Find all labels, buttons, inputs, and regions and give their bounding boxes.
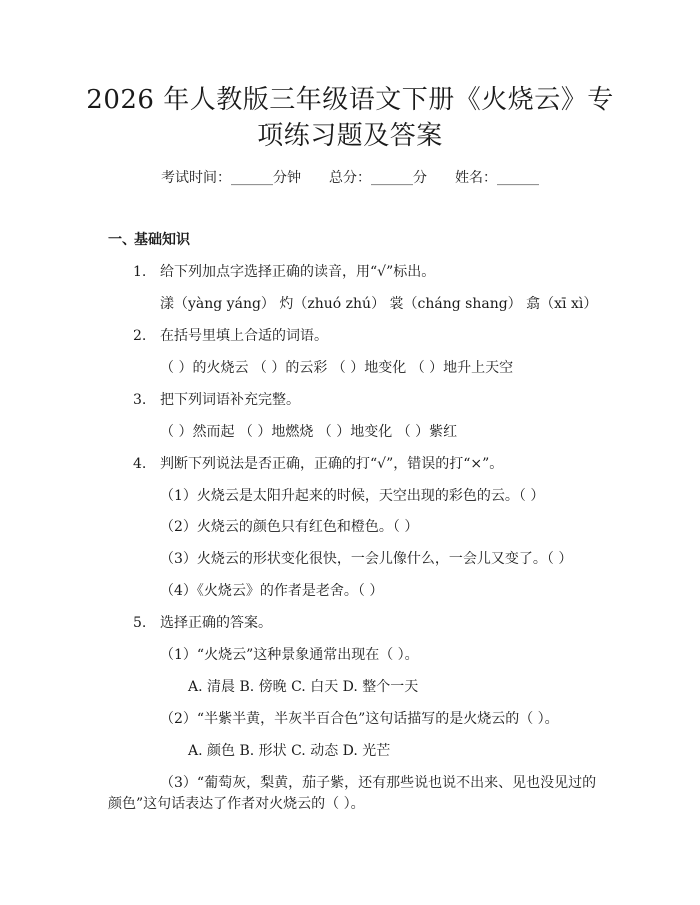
total-score-field: 总分：______分 [329, 170, 427, 186]
section-title: 基础知识 [134, 232, 190, 248]
option-line: A. 清晨 B. 傍晚 C. 白天 D. 整个一天 [188, 679, 419, 695]
question-number: 3. [133, 392, 147, 408]
question-line: （1）火烧云是太阳升起来的时候，天空出现的彩色的云。（ ） [160, 488, 545, 504]
question-line: （4）《火烧云》的作者是老舍。（ ） [160, 583, 384, 599]
question-line: （ ）的火烧云 （ ）的云彩 （ ）地变化 （ ）地升上天空 [160, 360, 514, 376]
question-number: 2. [133, 328, 147, 344]
question-text: 在括号里填上合适的词语。 [160, 328, 328, 344]
question-line: （ ）然而起 （ ）地燃烧 （ ）地变化 （ ）紫红 [160, 424, 458, 440]
question-line: （3）“葡萄灰，梨黄，茄子紫，还有那些说也说不出来、见也没见过的 [160, 775, 597, 791]
page-title-line-2: 项练习题及答案 [257, 121, 443, 151]
question-line: （2）“半紫半黄，半灰半百合色”这句话描写的是火烧云的（ ）。 [160, 711, 559, 727]
question-line: （2）火烧云的颜色只有红色和橙色。（ ） [160, 519, 419, 535]
page-title-line-1: 2026 年人教版三年级语文下册《火烧云》专 [86, 85, 614, 115]
student-name-field: 姓名：______ [455, 170, 539, 186]
option-line: A. 颜色 B. 形状 C. 动态 D. 光芒 [188, 743, 391, 759]
section-number: 一、 [108, 232, 136, 248]
exam-time-field: 考试时间：______分钟 [161, 170, 301, 186]
question-line: （3）火烧云的形状变化很快，一会儿像什么，一会儿又变了。（ ） [160, 551, 573, 567]
section-heading [108, 230, 190, 250]
question-number: 5. [133, 615, 147, 631]
exam-info-row [0, 168, 700, 188]
question-line: （1）“火烧云”这种景象通常出现在（ ）。 [160, 647, 419, 663]
question-line: 漾（yàng yáng） 灼（zhuó zhú） 裳（cháng shang） 翕（xī xì） [160, 296, 598, 312]
question-text: 判断下列说法是否正确，正确的打“√”，错误的打“×”。 [160, 456, 504, 472]
question-text: 把下列词语补充完整。 [160, 392, 300, 408]
question-text: 选择正确的答案。 [160, 615, 272, 631]
question-line: 颜色”这句话表达了作者对火烧云的（ ）。 [108, 796, 365, 812]
question-number: 1. [133, 264, 147, 280]
question-text: 给下列加点字选择正确的读音，用“√”标出。 [160, 264, 436, 280]
question-number: 4. [133, 456, 147, 472]
